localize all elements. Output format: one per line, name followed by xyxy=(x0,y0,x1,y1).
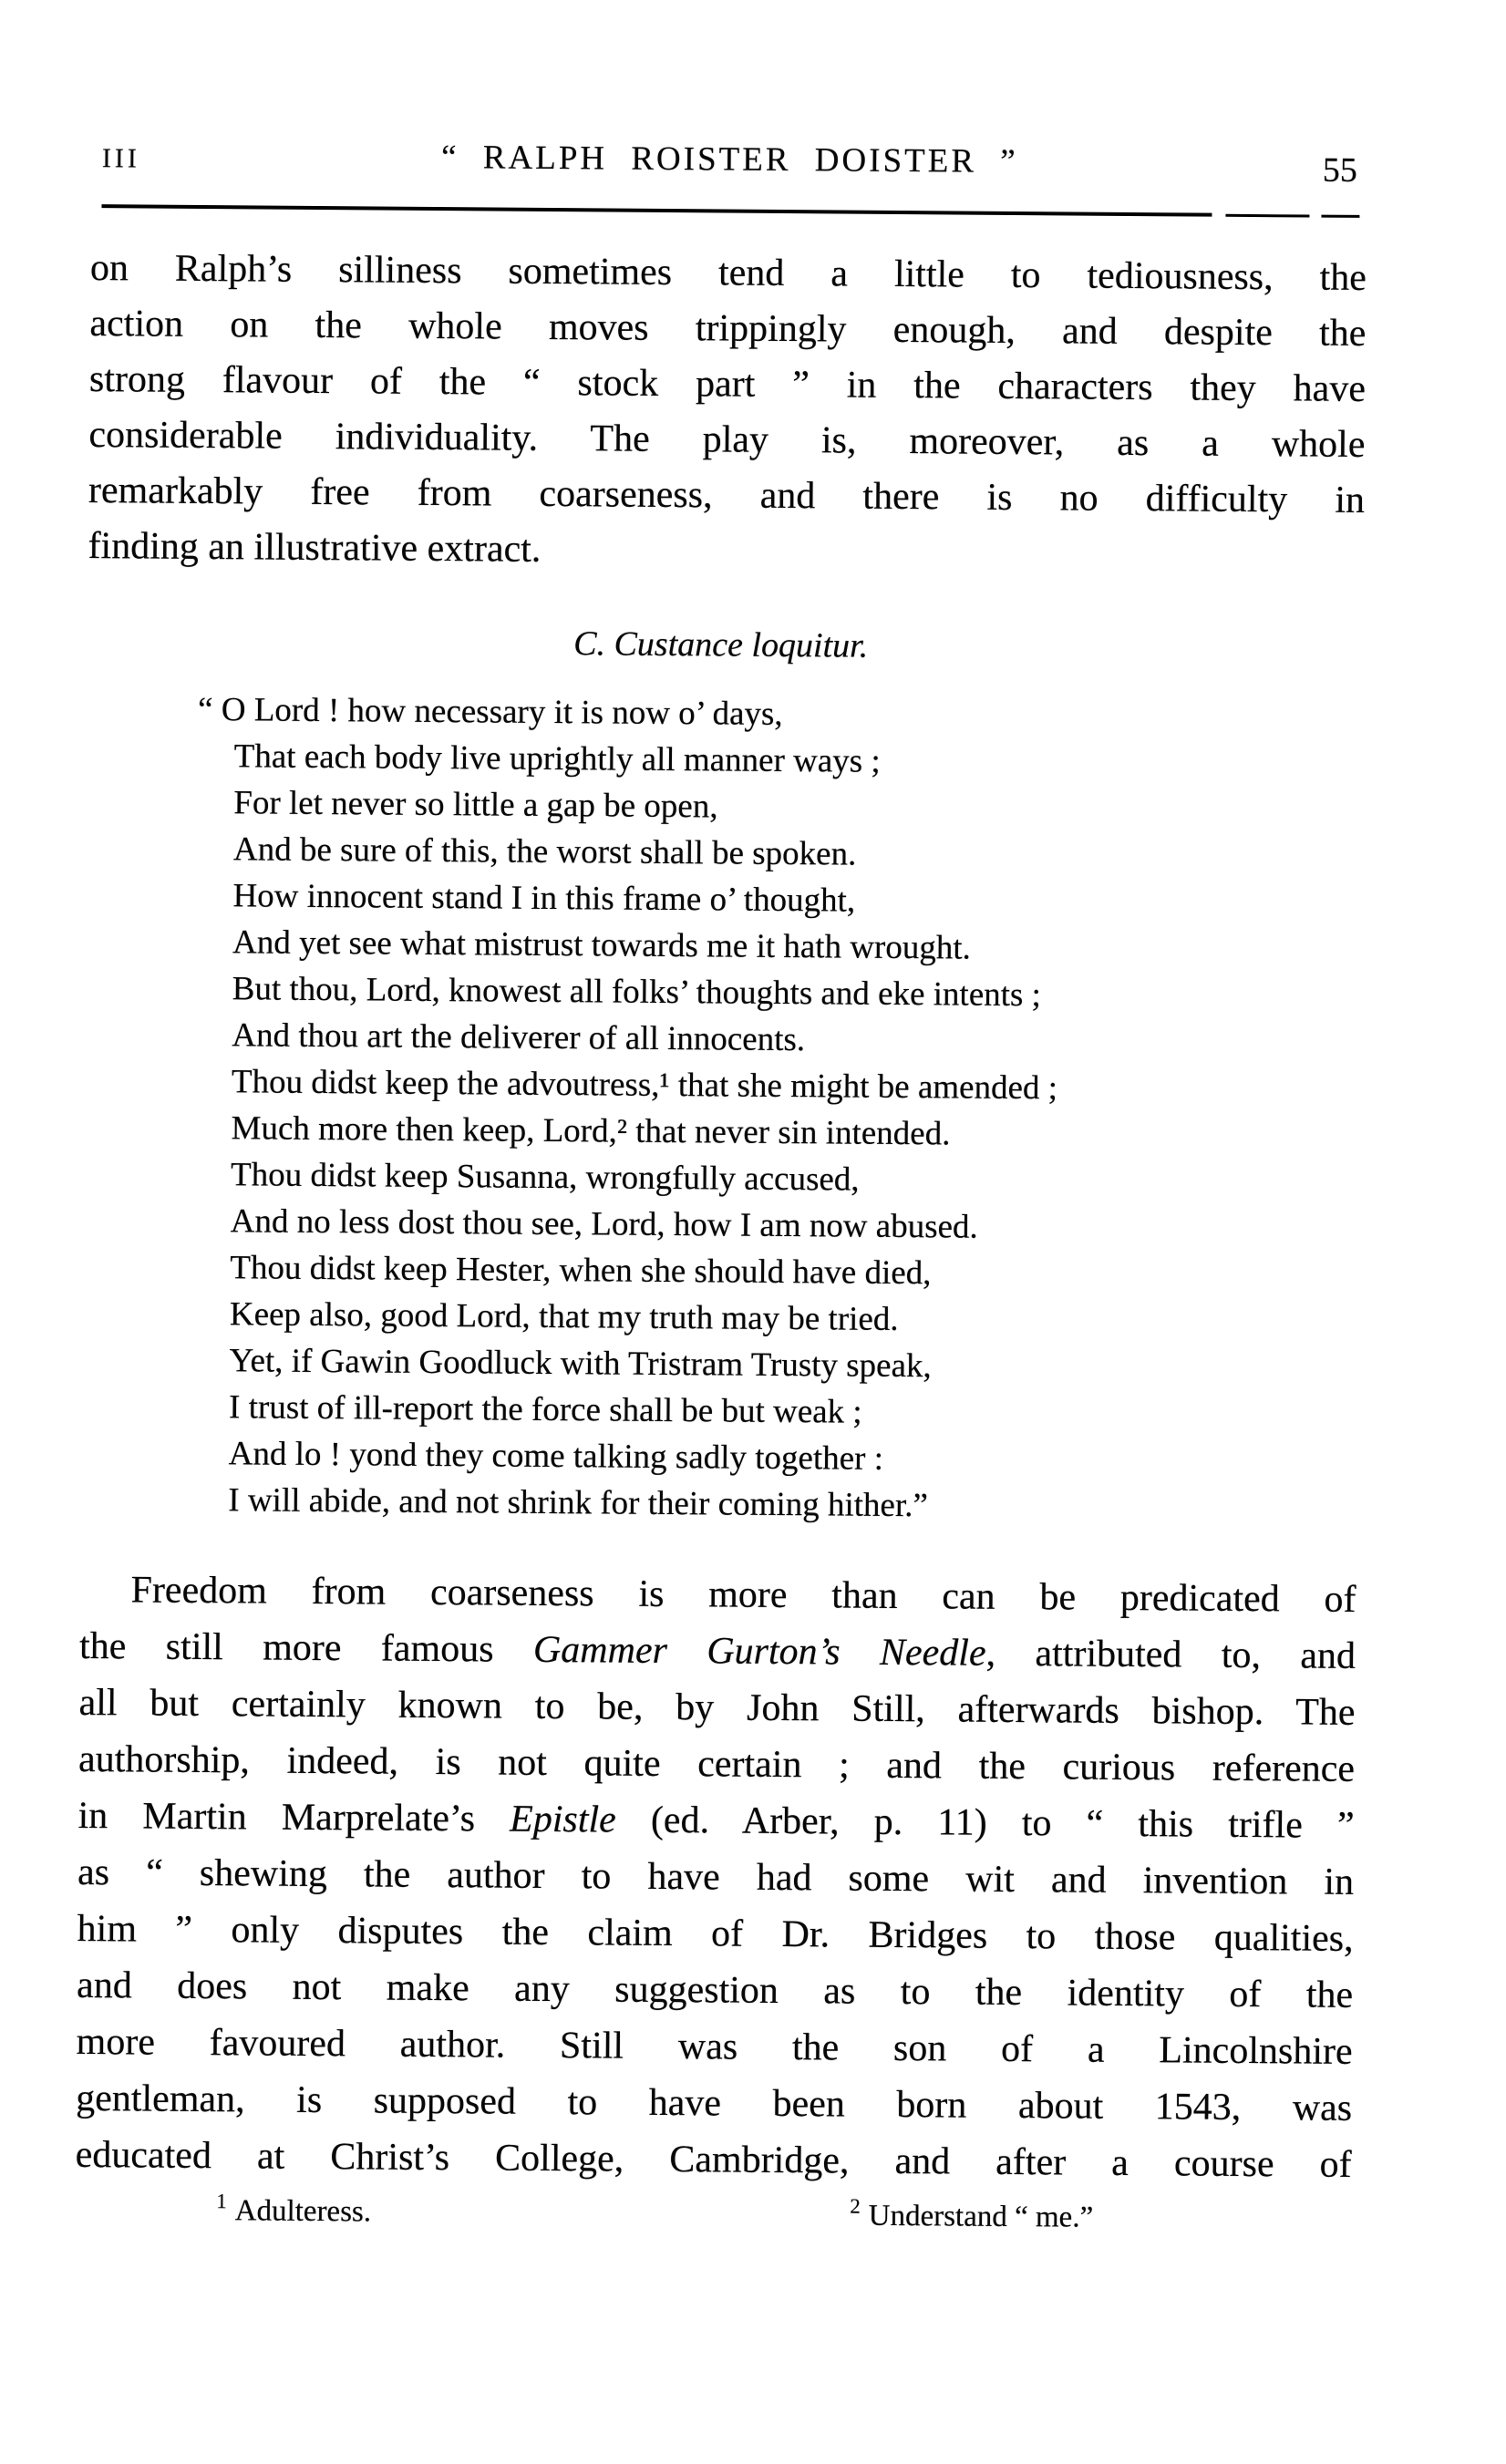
verse-line: Much more then keep, Lord,² that never sin intended. xyxy=(231,1109,951,1153)
footnote-1-marker: 1 xyxy=(216,2190,227,2213)
paragraph-line: action on the whole moves trippingly enough, and despite the xyxy=(89,302,1367,355)
text-run: him ” only disputes the claim of Dr. Bridges to those qualities, xyxy=(77,1907,1354,1960)
text-run: and does not make any suggestion as to the identity of the xyxy=(76,1964,1354,2016)
footnotes xyxy=(75,2190,1351,2249)
chapter-number: III xyxy=(101,143,141,174)
paragraph-2 xyxy=(75,1562,1356,2193)
running-title: “ RALPH ROISTER DOISTER ” xyxy=(440,139,1018,180)
paragraph-line xyxy=(77,1901,1353,1967)
paragraph-line xyxy=(77,1788,1354,1854)
rule-segment xyxy=(1321,215,1359,218)
paragraph-line: finding an illustrative extract. xyxy=(88,524,542,571)
verse-line: Thou didst keep Hester, when she should have died, xyxy=(230,1249,932,1293)
paragraph-line xyxy=(78,1675,1355,1741)
paragraph-line xyxy=(79,1562,1356,1628)
footnote-1-text: Adulteress. xyxy=(234,2194,372,2229)
verse-line: How innocent stand I in this frame o’ thought, xyxy=(232,877,856,920)
verse-line: And lo ! yond they come talking sadly together : xyxy=(228,1435,884,1478)
paragraph-line: strong flavour of the “ stock part ” in the characters they have xyxy=(88,357,1367,410)
footnote-2-marker: 2 xyxy=(850,2194,861,2218)
paragraph-line: considerable individuality. The play is, moreover, as a whole xyxy=(88,413,1366,466)
text-run: gentleman, is supposed to have been born about 1543, was xyxy=(75,2077,1353,2129)
verse-line: I trust of ill-report the force shall be but weak ; xyxy=(228,1388,862,1431)
rule-segment xyxy=(1225,214,1309,218)
italic-title: Epistle xyxy=(509,1798,616,1841)
page-number: 55 xyxy=(1322,150,1357,190)
verse-heading: C. Custance loquitur. xyxy=(573,624,869,665)
text-run: more favoured author. Still was the son of a Lincolnshire xyxy=(76,2020,1353,2073)
text-run: as “ shewing the author to have had some wit and invention in xyxy=(77,1851,1355,1903)
verse-line: And yet see what mistrust towards me it hath wrought. xyxy=(232,923,972,967)
verse-line: Keep also, good Lord, that my truth may be tried. xyxy=(229,1295,899,1338)
verse-line: Thou didst keep Susanna, wrongfully accused, xyxy=(230,1156,860,1199)
text-run: , attributed to, and xyxy=(985,1632,1356,1677)
verse-line: I will abide, and not shrink for their coming hither.” xyxy=(228,1481,929,1525)
text-run: educated at Christ’s College, Cambridge, and after a course of xyxy=(75,2133,1352,2186)
italic-title: Gammer Gurton’s Needle xyxy=(532,1628,986,1675)
footnote-2 xyxy=(850,2194,1094,2235)
paragraph-line xyxy=(77,1957,1353,2024)
verse-line: But thou, Lord, knowest all folks’ thoughts and eke intents ; xyxy=(232,970,1042,1015)
footnote-2-text: Understand “ me.” xyxy=(868,2199,1094,2234)
verse-line: “ O Lord ! how necessary it is now o’ days, xyxy=(197,690,783,733)
paragraph-line xyxy=(78,1731,1355,1798)
verse-line: Thou didst keep the advoutress,¹ that she might be amended ; xyxy=(231,1063,1058,1108)
verse-line: Yet, if Gawin Goodluck with Tristram Trusty speak, xyxy=(229,1342,932,1386)
text-run: all but certainly known to be, by John Still, afterwards bishop. The xyxy=(78,1681,1356,1734)
verse-line: And no less dost thou see, Lord, how I am now abused. xyxy=(230,1202,978,1246)
paragraph-line: remarkably free from coarseness, and there is no difficulty in xyxy=(88,469,1366,521)
paragraph-1 xyxy=(88,241,1367,584)
verse-line: That each body live uprightly all manner ways ; xyxy=(233,737,881,780)
paragraph-line xyxy=(77,1844,1354,1911)
paragraph-line xyxy=(76,2070,1352,2137)
header-rule xyxy=(101,204,1357,220)
text-run: authorship, indeed, is not quite certain ; and the curious reference xyxy=(77,1737,1356,1790)
text-run: in Martin Marprelate’s xyxy=(77,1794,511,1840)
footnote-1 xyxy=(216,2190,372,2229)
paragraph-line xyxy=(76,2014,1352,2080)
rule-segment xyxy=(101,204,1212,217)
paragraph-line xyxy=(75,2127,1351,2193)
text-run: (ed. Arber, p. 11) to “ this trifle ” xyxy=(615,1799,1355,1847)
verse-quotation xyxy=(80,686,1363,1532)
text-run: Freedom from coarseness is more than can be predicated of xyxy=(130,1569,1356,1621)
paragraph-line: on Ralph’s silliness sometimes tend a little to tediousness, the xyxy=(89,246,1367,299)
paragraph-line xyxy=(79,1618,1356,1685)
page-header xyxy=(102,135,1357,192)
text-run: the still more famous xyxy=(78,1624,534,1671)
verse-line: For let never so little a gap be open, xyxy=(233,784,718,826)
verse-line: And thou art the deliverer of all innocents. xyxy=(232,1016,806,1059)
verse-line: And be sure of this, the worst shall be spoken. xyxy=(232,830,857,873)
